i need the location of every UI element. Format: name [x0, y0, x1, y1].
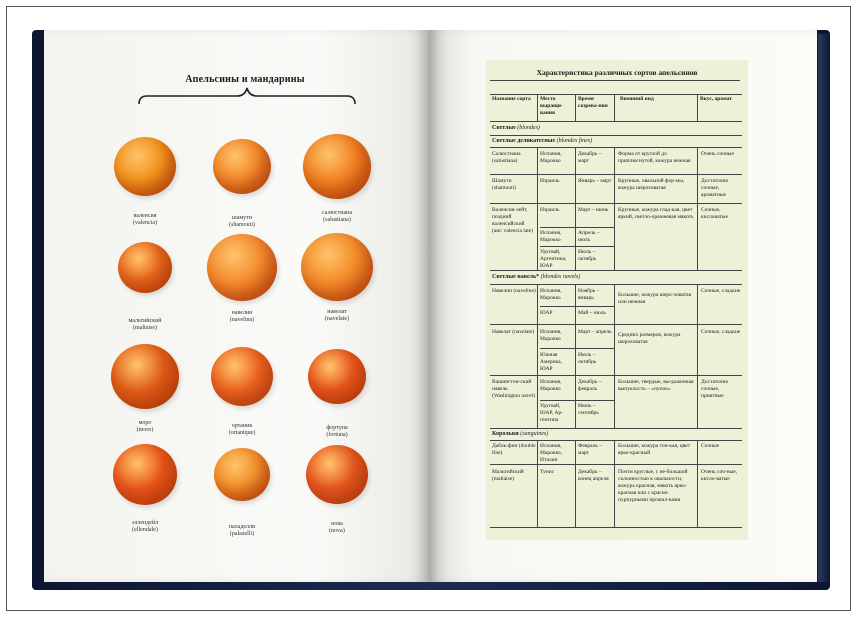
orange-photo — [114, 137, 176, 196]
book-cover-edge — [818, 34, 830, 582]
title-brace — [137, 86, 357, 106]
cell-place: Израиль — [540, 178, 560, 184]
fruit-name: эллендейл — [131, 519, 159, 526]
fruit-latin-name: (nova) — [329, 527, 345, 534]
cell-time: Июль – октябрь — [578, 352, 597, 365]
cell-variety: Валенсия-лейт, поздний валенсийский (анг. valencia late) — [492, 207, 534, 234]
rule — [575, 94, 576, 121]
cell-taste: Сочные, сладкие — [701, 329, 741, 335]
cell-place: Испания, Марокко, Италия — [540, 443, 563, 463]
rule — [697, 147, 698, 270]
cell-time: Декабрь – конец апреля — [578, 469, 609, 482]
rule — [697, 94, 698, 121]
cell-variety: Салюстиана (salustiana) — [492, 151, 521, 164]
header-taste: Вкус, аромат — [700, 96, 733, 102]
cell-time: Ноябрь – январь — [578, 288, 600, 301]
fruit-latin-name: (navelina) — [229, 317, 255, 323]
rule — [614, 440, 615, 527]
cell-place: Испания, Марокко — [540, 151, 562, 164]
fruit-caption — [202, 215, 282, 229]
rule — [540, 227, 614, 228]
orange-photo — [207, 234, 277, 301]
fruit-latin-name: (ortanique) — [228, 429, 256, 436]
fruit-name: ортаник — [231, 422, 253, 429]
cell-time: Март – апрель — [578, 329, 612, 335]
fruit-latin-name: (palazelli) — [229, 530, 255, 537]
rule — [537, 147, 538, 270]
orange-photo — [306, 445, 368, 504]
fruit-caption — [105, 420, 185, 434]
fruit-latin-name: (moro) — [136, 426, 154, 433]
fruit-caption — [105, 213, 185, 227]
section-sanguines: Корольки (sanguines) — [492, 431, 549, 437]
cell-look: Большие, кожура шеро-ховатая или нежная — [618, 292, 692, 305]
rule — [540, 306, 614, 307]
fruit-name: шамути — [232, 214, 252, 221]
fruit-latin-name: (ellendale) — [132, 526, 158, 533]
fruit-item — [105, 137, 185, 227]
cell-taste: Сочные, кисловатые — [701, 207, 728, 220]
orange-photo — [301, 233, 373, 301]
fruit-caption — [297, 309, 377, 323]
orange-photo — [303, 134, 371, 199]
section-navels: Светлые навель* (blondes navels) — [492, 274, 581, 280]
fruit-name: моро — [138, 419, 152, 426]
cell-place: Испания, Марокко — [540, 379, 562, 392]
rule — [490, 135, 742, 136]
rule — [490, 203, 742, 204]
cell-taste: Очень соч-ные, кисло-ватые — [701, 469, 738, 482]
fruit-caption — [105, 318, 185, 332]
cell-time: Май – июль — [578, 310, 606, 316]
cell-place: ЮАР — [540, 310, 553, 316]
cell-place: Израиль — [540, 207, 560, 213]
cell-taste: Очень сочные — [701, 151, 734, 157]
cell-taste: Достаточно сочные, приятные — [701, 379, 729, 399]
rule — [537, 94, 538, 121]
cell-taste: Сочные, сладкие — [701, 288, 741, 294]
fruit-caption — [202, 310, 282, 324]
rule — [490, 375, 742, 376]
fruit-caption — [297, 210, 377, 224]
rule — [490, 121, 742, 122]
fruit-latin-name: (valencia) — [133, 219, 157, 226]
cell-look: Большие, твердые, вы-раженная выпуклость – «пупок» — [618, 379, 694, 392]
fruit-name: валенсия — [133, 212, 157, 219]
cell-time: Март – июнь — [578, 207, 609, 213]
cell-time: Февраль – март — [578, 443, 603, 456]
cell-taste: Достаточно сочные, ароматные — [701, 178, 729, 198]
orange-photo — [214, 448, 270, 501]
fruit-caption — [202, 423, 282, 437]
rule — [490, 270, 742, 271]
rule — [490, 440, 742, 441]
rule — [490, 174, 742, 175]
rule — [490, 464, 742, 465]
fruit-item — [202, 234, 282, 324]
cell-look: Форма от круглой до приплюснутой, кожура нежная — [618, 151, 691, 164]
fruit-item — [105, 344, 185, 434]
cell-place: Южная Америка, ЮАР — [540, 352, 562, 372]
rule — [575, 284, 576, 428]
rule — [540, 246, 614, 247]
cell-place: Испания, Марокко — [540, 288, 562, 301]
fruit-caption — [105, 520, 185, 534]
section-blondes: Светлые (blondes) — [492, 125, 540, 131]
fruit-latin-name: (shamouti) — [229, 221, 255, 228]
rule — [490, 147, 742, 148]
fruit-caption — [202, 524, 282, 538]
fruit-name: фортуна — [326, 424, 348, 431]
fruit-caption — [297, 425, 377, 439]
fruit-name: навелин — [231, 310, 253, 316]
fruit-name: нова — [331, 520, 343, 527]
fruit-item — [297, 134, 377, 224]
cell-variety: Мальтийский (maltaise) — [492, 469, 524, 482]
rule — [540, 348, 614, 349]
fruit-item — [105, 444, 185, 534]
orange-photo — [213, 139, 271, 194]
fruit-caption — [297, 521, 377, 535]
cell-time: Июнь – сентябрь — [578, 403, 599, 416]
fruit-item — [202, 347, 282, 437]
rule — [614, 94, 615, 121]
cell-variety: Навелин (naveline) — [492, 288, 536, 294]
fruit-item — [105, 242, 185, 332]
fruit-item — [297, 233, 377, 323]
rule — [490, 284, 742, 285]
cell-look: Почти круглые, с не-большой склонностью к овальности, кожура красная, мякоть ярко-красная или с красно-пурпурными прожил-ками — [618, 469, 688, 503]
rule — [575, 440, 576, 527]
fruit-latin-name: (navelate) — [325, 315, 349, 322]
header-place: Место выращи-вания — [540, 96, 563, 116]
orange-photo — [118, 242, 172, 293]
cell-place: Испания, Марокко — [540, 230, 562, 243]
cell-look: Крупные, овальной фор-мы, кожура шероховатая — [618, 178, 685, 191]
cell-look: Крупные, кожура глад-кая, цвет яркий, светло-оранжевая мякоть — [618, 207, 694, 220]
cell-place: Испания, Марокко — [540, 329, 562, 342]
rule — [697, 440, 698, 527]
table-title: Характеристика различных сортов апельсинов — [536, 68, 698, 77]
cell-variety: Шамути (shamouti) — [492, 178, 516, 191]
rule — [540, 400, 614, 401]
rule — [490, 324, 742, 325]
section-blondes-fines: Светлые деликатесные (blondes fines) — [492, 138, 593, 144]
cell-variety: Вашингтон-ский навель (Washington navel) — [492, 379, 536, 399]
fruit-item — [297, 445, 377, 535]
variety-table — [486, 60, 748, 540]
header-time: Время созрева-ния — [578, 96, 608, 109]
rule — [614, 284, 615, 428]
cell-time: Июль – октябрь — [578, 249, 597, 262]
cell-place: Уругвай, Аргентина, ЮАР — [540, 249, 567, 269]
orange-photo — [113, 444, 177, 505]
cell-look: Большие, кожура тон-кая, цвет ярко-красный — [618, 443, 691, 456]
cell-time: Декабрь – март — [578, 151, 602, 164]
header-name: Название сорта — [492, 96, 531, 102]
cell-place: Тунис — [540, 469, 555, 475]
orange-photo — [211, 347, 273, 406]
fruit-name: навелат — [327, 308, 347, 315]
cell-time: Январь – март — [578, 178, 612, 184]
rule — [537, 284, 538, 428]
table-title-rule — [490, 80, 740, 81]
header-look: Внешний вид — [620, 96, 654, 102]
fruit-name: паладелли — [228, 523, 256, 530]
fruit-item — [202, 139, 282, 229]
fruit-name: мальтийский — [128, 317, 162, 324]
cell-time: Апрель – июль — [578, 230, 600, 243]
left-page-title: Апельсины и мандарины — [185, 74, 305, 85]
orange-photo — [111, 344, 179, 409]
fruit-name: салюстиана — [322, 209, 352, 216]
cell-variety: Дабль-фин (double fine) — [492, 443, 536, 456]
cell-time: Декабрь – февраль — [578, 379, 602, 392]
fruit-latin-name: (maltaise) — [133, 324, 157, 331]
cell-look: Средних размеров, кожура шероховатая — [618, 332, 681, 345]
orange-photo — [308, 349, 366, 404]
fruit-latin-name: (fortuna) — [326, 431, 348, 438]
rule — [490, 527, 742, 528]
rule — [614, 147, 615, 270]
fruit-item — [297, 349, 377, 439]
rule — [697, 284, 698, 428]
fruit-latin-name: (salustiana) — [323, 216, 351, 223]
cell-place: Уругвай, ЮАР, Ар-гентина — [540, 403, 564, 423]
rule — [490, 94, 742, 95]
cell-variety: Навелат (navelate) — [492, 329, 535, 335]
rule — [537, 440, 538, 527]
rule — [490, 428, 742, 429]
fruit-item — [202, 448, 282, 538]
rule — [575, 147, 576, 270]
cell-taste: Сочные — [701, 443, 720, 449]
